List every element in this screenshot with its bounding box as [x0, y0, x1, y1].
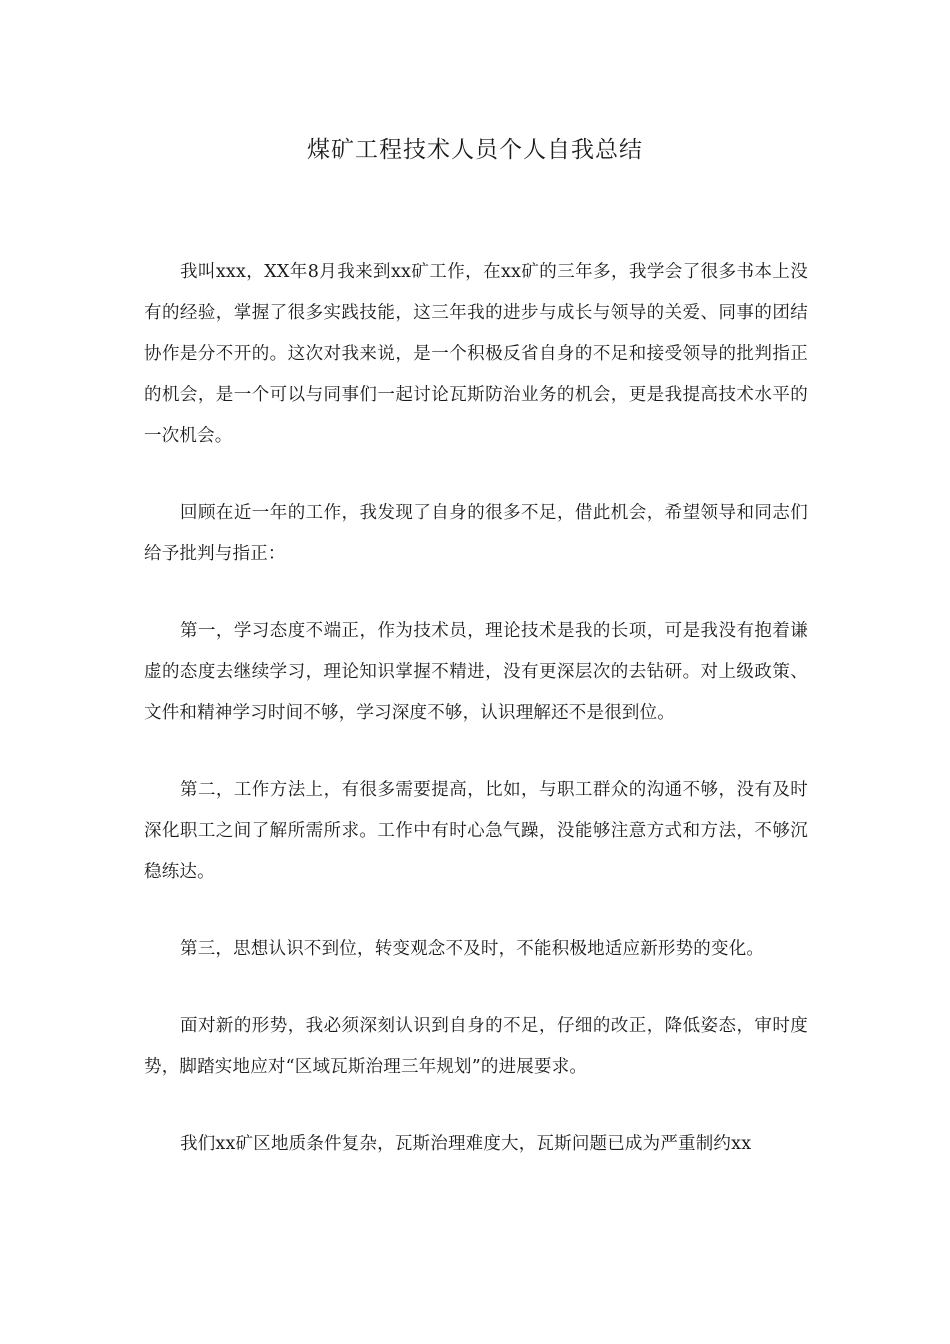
paragraph-intro: 我叫xxx，XX年8月我来到xx矿工作，在xx矿的三年多，我学会了很多书本上没有的经验，掌握了很多实践技能，这三年我的进步与成长与领导的关爱、同事的团结协作是分不开的。这次对我来说，是一个积极反省自身的不足和接受领导的批判指正的机会，是一个可以与同事们一起讨论瓦斯防治业务的机会，更是我提高技术水平的一次机会。 [144, 262, 808, 446]
paragraph-new-situation: 面对新的形势，我必须深刻认识到自身的不足，仔细的改正，降低姿态，审时度势，脚踏实地应对“区域瓦斯治理三年规划”的进展要求。 [144, 1016, 808, 1077]
document-title: 煤矿工程技术人员个人自我总结 [307, 137, 643, 163]
paragraph-point-one: 第一，学习态度不端正，作为技术员，理论技术是我的长项，可是我没有抱着谦虚的态度去继续学习，理论知识掌握不精进，没有更深层次的去钻研。对上级政策、文件和精神学习时间不够，学习深度不够，认识理解还不是很到位。 [144, 621, 808, 723]
document-body [144, 252, 808, 1165]
paragraph-review: 回顾在近一年的工作，我发现了自身的很多不足，借此机会，希望领导和同志们给予批判与指正： [144, 503, 808, 564]
paragraph-point-two: 第二，工作方法上，有很多需要提高，比如，与职工群众的沟通不够，没有及时深化职工之间了解所需所求。工作中有时心急气躁，没能够注意方式和方法，不够沉稳练达。 [144, 780, 808, 882]
paragraph-point-three: 第三，思想认识不到位，转变观念不及时，不能积极地适应新形势的变化。 [180, 939, 765, 959]
paragraph-mine-conditions: 我们xx矿区地质条件复杂，瓦斯治理难度大，瓦斯问题已成为严重制约xx [180, 1134, 752, 1154]
